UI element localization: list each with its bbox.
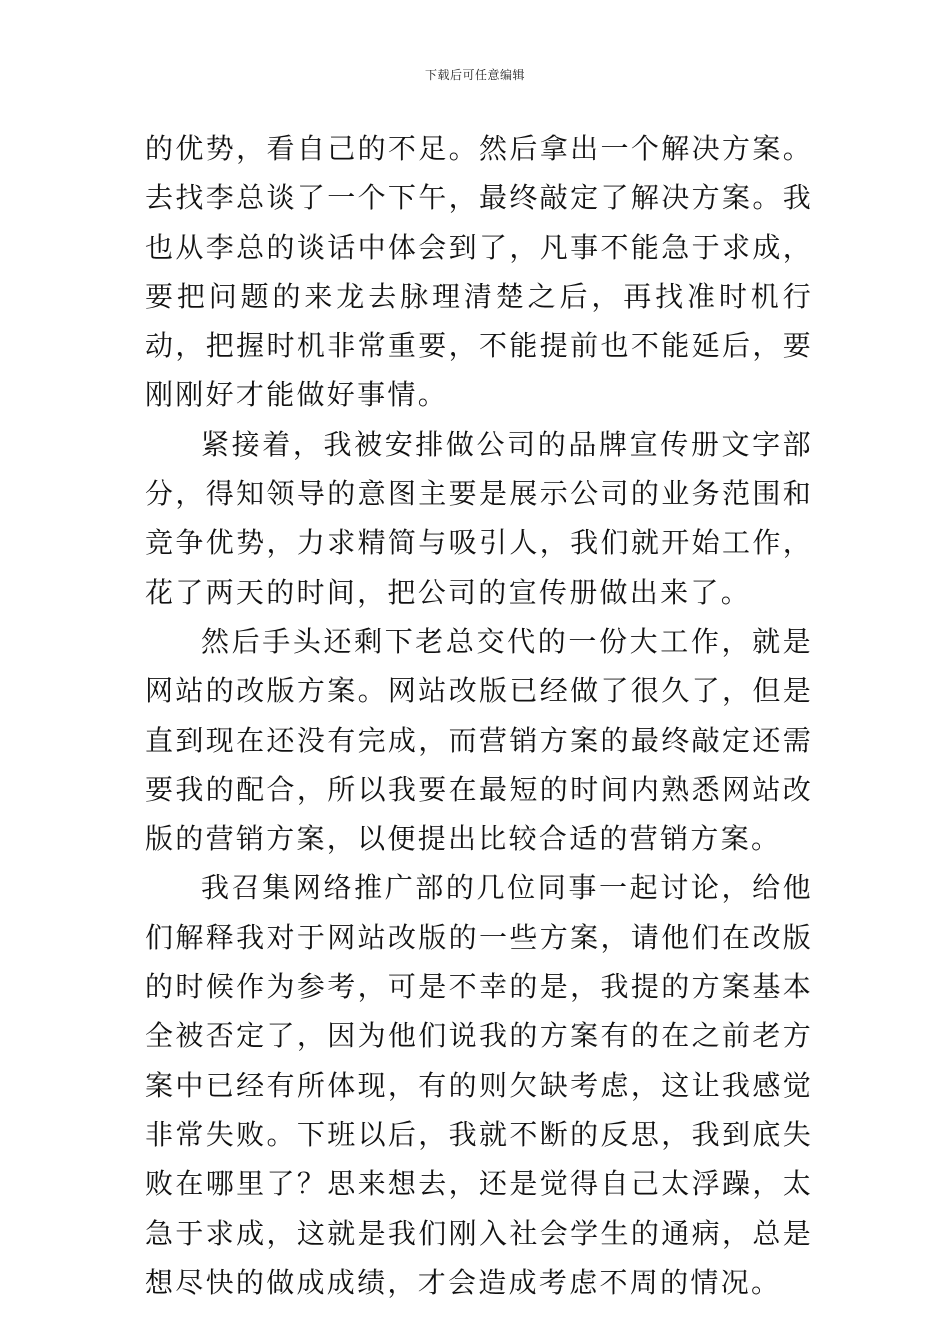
paragraph-1: 的优势，看自己的不足。然后拿出一个解决方案。去找李总谈了一个下午，最终敲定了解决方案。我也从李总的谈话中体会到了，凡事不能急于求成，要把问题的来龙去脉理清楚之后，再找准时机行动，把握时机非常重要，不能提前也不能延后，要刚刚好才能做好事情。 [145, 132, 813, 412]
paragraph-4: 我召集网络推广部的几位同事一起讨论，给他们解释我对于网站改版的一些方案，请他们在改版的时候作为参考，可是不幸的是，我提的方案基本全被否定了，因为他们说我的方案有的在之前老方案中已经有所体现，有的则欠缺考虑，这让我感觉非常失败。下班以后，我就不断的反思，我到底失败在哪里了？思来想去，还是觉得自己太浮躁，太急于求成，这就是我们刚入社会学生的通病，总是想尽快的做成成绩，才会造成考虑不周的情况。 [145, 871, 813, 1299]
paragraph-3: 然后手头还剩下老总交代的一份大工作，就是网站的改版方案。网站改版已经做了很久了，但是直到现在还没有完成，而营销方案的最终敲定还需要我的配合，所以我要在最短的时间内熟悉网站改版的营销方案，以便提出比较合适的营销方案。 [145, 624, 813, 856]
paragraph-2: 紧接着，我被安排做公司的品牌宣传册文字部分，得知领导的意图主要是展示公司的业务范围和竞争优势，力求精简与吸引人，我们就开始工作，花了两天的时间，把公司的宣传册做出来了。 [145, 427, 813, 609]
header-note: 下载后可任意编辑 [424, 68, 525, 82]
document-body [145, 124, 813, 1307]
